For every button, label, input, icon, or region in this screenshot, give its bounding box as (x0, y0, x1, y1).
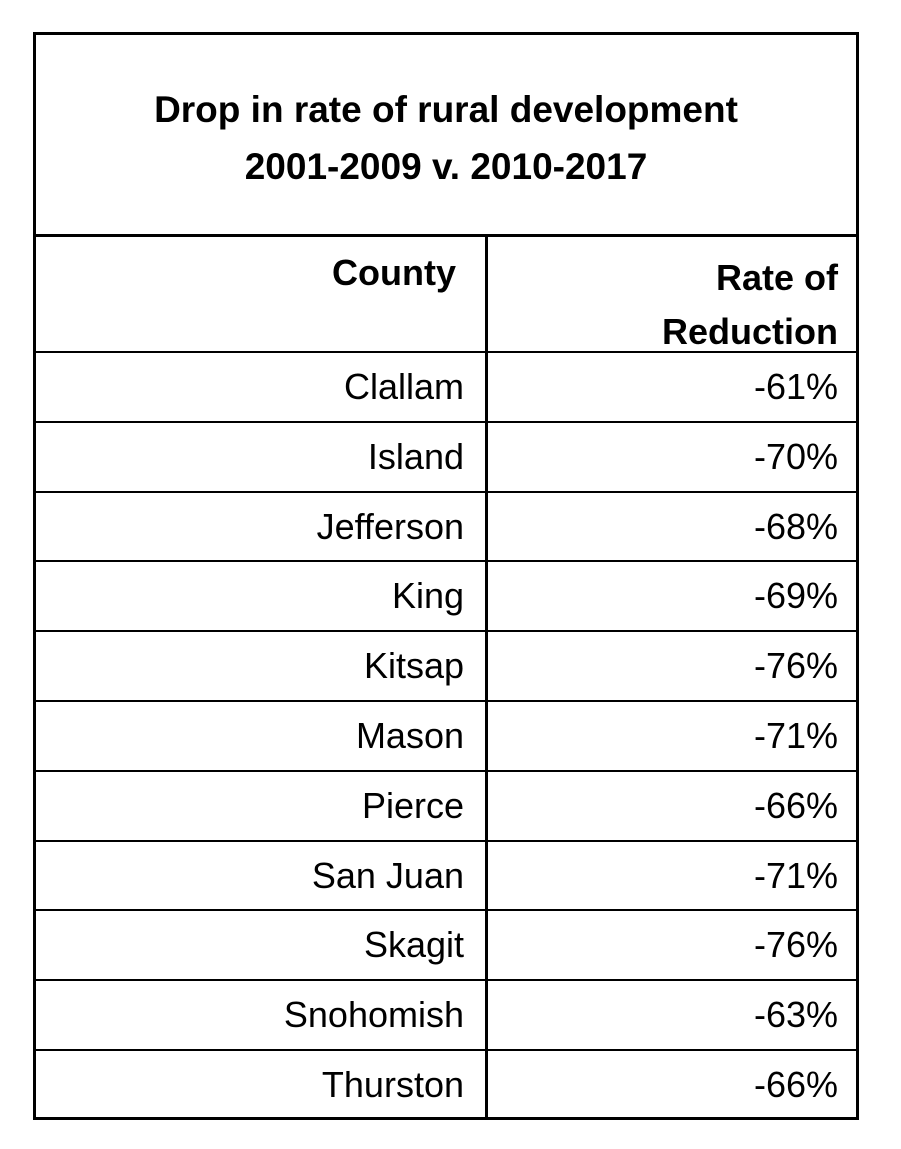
data-table (33, 32, 859, 1120)
cell-county: King (391, 575, 464, 617)
cell-rate: -68% (753, 505, 838, 547)
cell-rate: -76% (753, 924, 838, 966)
table-row (36, 842, 856, 912)
cell-rate: -66% (753, 784, 838, 826)
cell-county: Kitsap (363, 645, 464, 687)
cell-county: Thurston (321, 1063, 464, 1105)
header-rate-line-2: Reduction (662, 311, 838, 352)
table-title-line-1: Drop in rate of rural development (154, 89, 738, 130)
cell-county: Pierce (361, 784, 464, 826)
header-rate-line-1: Rate of (715, 257, 838, 298)
table-row (36, 981, 856, 1051)
table-row (36, 493, 856, 563)
cell-county: San Juan (311, 854, 464, 896)
table-row (36, 772, 856, 842)
cell-county: Skagit (363, 924, 464, 966)
table-title-cell (36, 35, 856, 237)
cell-rate: -61% (753, 366, 838, 407)
table-row (36, 1051, 856, 1121)
table-title-line-2: 2001-2009 v. 2010-2017 (244, 146, 648, 187)
header-rate-of-reduction (488, 251, 838, 359)
table-row (36, 353, 856, 423)
cell-rate: -70% (753, 435, 838, 477)
cell-rate: -63% (753, 994, 838, 1036)
cell-county: Snohomish (283, 994, 464, 1036)
cell-rate: -71% (753, 854, 838, 896)
table-row (36, 562, 856, 632)
cell-county: Jefferson (316, 505, 464, 547)
cell-county: Mason (355, 714, 464, 756)
cell-county: Island (367, 435, 464, 477)
cell-rate: -69% (753, 575, 838, 617)
cell-rate: -66% (753, 1063, 838, 1105)
table-body (36, 353, 856, 1121)
table-row (36, 702, 856, 772)
table-row (36, 632, 856, 702)
cell-rate: -71% (753, 714, 838, 756)
header-county: County (332, 252, 456, 293)
cell-rate: -76% (753, 645, 838, 687)
cell-county: Clallam (343, 366, 464, 407)
table-header-row (36, 237, 856, 353)
table-row (36, 423, 856, 493)
table-row (36, 911, 856, 981)
